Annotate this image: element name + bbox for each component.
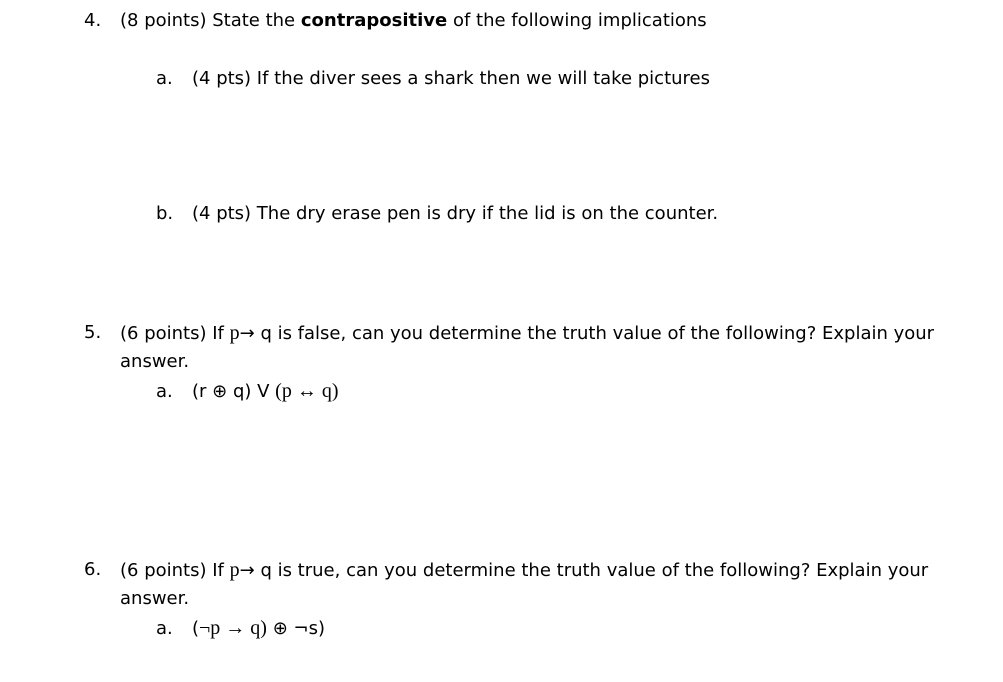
question-6-text-a: (6 points) If (120, 560, 224, 581)
question-5-number: 5. (84, 322, 102, 343)
question-4b-text: (4 pts) The dry erase pen is dry if the lid is on the counter. (192, 203, 719, 224)
question-6-text (120, 558, 928, 583)
question-6-continuation: answer. (120, 588, 190, 609)
question-5a-expression (192, 379, 339, 404)
question-6a-expr-c: ⊕ ¬s) (272, 618, 326, 639)
question-5-continuation: answer. (120, 351, 190, 372)
question-6a-expression (192, 616, 325, 641)
question-4a-label: a. (156, 68, 173, 89)
question-5a-label: a. (156, 381, 173, 402)
question-5-text (120, 321, 934, 346)
question-6-number: 6. (84, 559, 102, 580)
question-4-bold: contrapositive (300, 10, 448, 31)
question-4-text (120, 9, 707, 33)
question-5-p: p (229, 322, 240, 344)
question-5-arrow: → (239, 323, 255, 344)
question-5a-expr-b: (p ↔ q) (275, 380, 339, 402)
question-4-number: 4. (84, 10, 102, 31)
question-6a-expr-a: ( (192, 618, 200, 639)
question-6a-expr-b: ¬p → q) (199, 617, 267, 639)
question-6-text-b: q is true, can you determine the truth value of the following? Explain your (260, 560, 929, 581)
question-5a-expr-a: (r ⊕ q) V (192, 381, 270, 402)
question-5-text-a: (6 points) If (120, 323, 224, 344)
question-4b-label: b. (156, 203, 174, 224)
question-4a-text: (4 pts) If the diver sees a shark then we will take pictures (192, 68, 710, 89)
question-4-prefix: (8 points) State the (120, 10, 296, 31)
question-6a-label: a. (156, 618, 173, 639)
question-4-suffix: of the following implications (452, 10, 707, 31)
question-5-text-b: q is false, can you determine the truth value of the following? Explain your (260, 323, 935, 344)
question-6-p: p (229, 559, 240, 581)
question-6-arrow: → (239, 560, 255, 581)
